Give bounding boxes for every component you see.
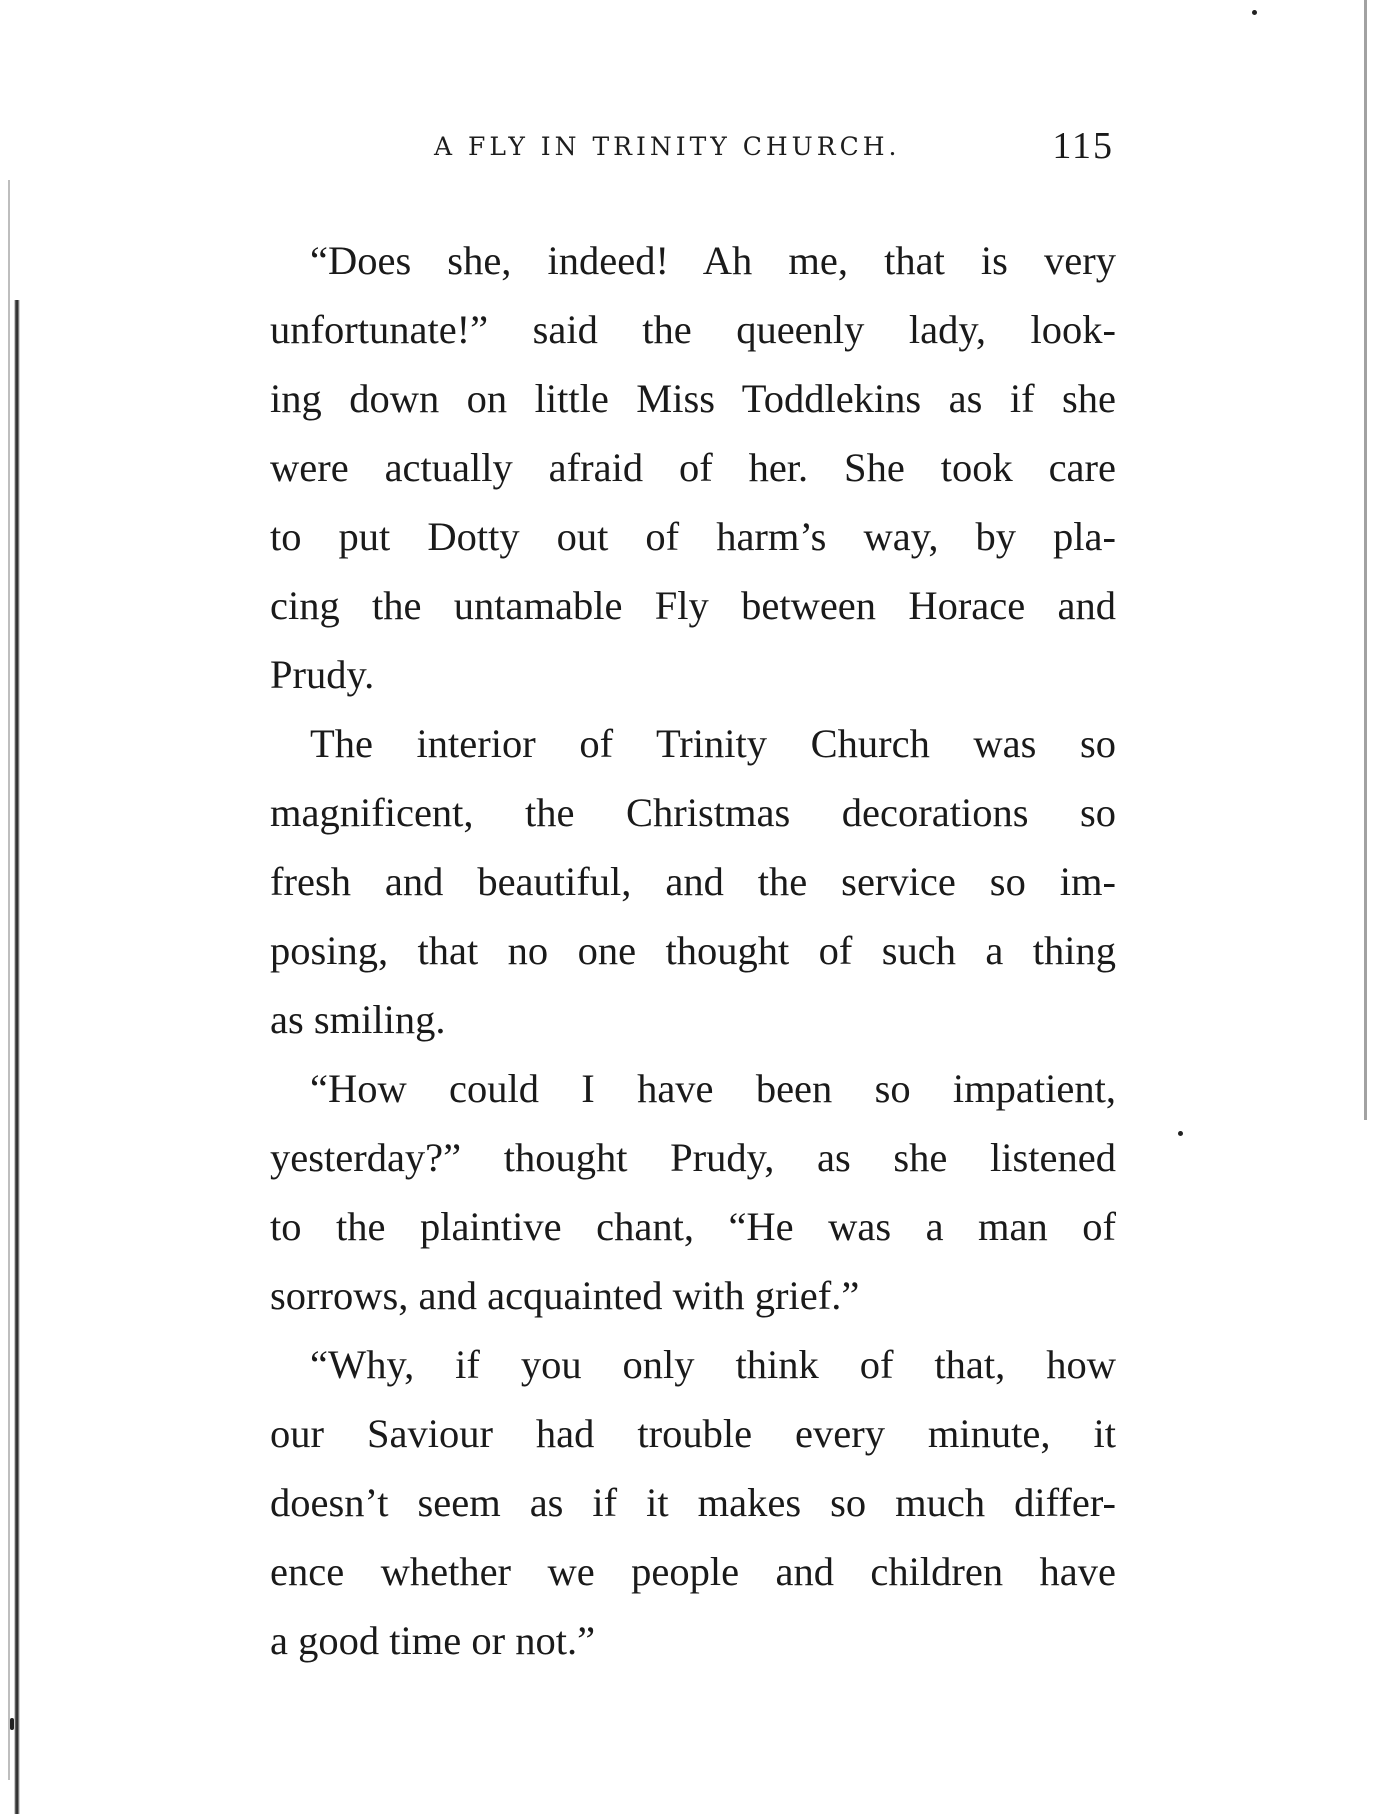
body-text [270,226,1116,1675]
text-line: unfortunate!” said the queenly lady, look- [270,307,1116,352]
page-header [434,124,1114,167]
binding-edge-right [1364,0,1367,1120]
binding-edge-left [14,300,20,1814]
text-line: fresh and beautiful, and the service so im- [270,859,1116,904]
text-line: sorrows, and acquainted with grief.” [270,1273,860,1318]
scan-speck [10,1718,14,1730]
text-line: to put Dotty out of harm’s way, by pla- [270,514,1116,559]
text-line: cing the untamable Fly between Horace and [270,583,1116,628]
text-line: were actually afraid of her. She took care [270,445,1116,490]
text-line: posing, that no one thought of such a thing [270,928,1116,973]
text-line: ence whether we people and children have [270,1549,1116,1594]
binding-shadow-left [8,180,10,1780]
text-line: yesterday?” thought Prudy, as she listened [270,1135,1116,1180]
text-line: to the plaintive chant, “He was a man of [270,1204,1116,1249]
text-line: magnificent, the Christmas decorations so [270,790,1116,835]
text-line: our Saviour had trouble every minute, it [270,1411,1116,1456]
text-line: a good time or not.” [270,1618,596,1663]
text-line: Prudy. [270,652,375,697]
page-number: 115 [1052,125,1114,167]
scan-speck [1178,1131,1183,1136]
text-line: “Why, if you only think of that, how [310,1342,1116,1387]
scan-speck [1252,10,1257,15]
running-title: A FLY IN TRINITY CHURCH. [434,132,901,161]
text-line: doesn’t seem as if it makes so much differ- [270,1480,1116,1525]
text-line: “Does she, indeed! Ah me, that is very [310,238,1116,283]
text-line: “How could I have been so impatient, [310,1066,1116,1111]
text-line: ing down on little Miss Toddlekins as if she [270,376,1116,421]
text-line: as smiling. [270,997,446,1042]
text-line: The interior of Trinity Church was so [310,721,1116,766]
